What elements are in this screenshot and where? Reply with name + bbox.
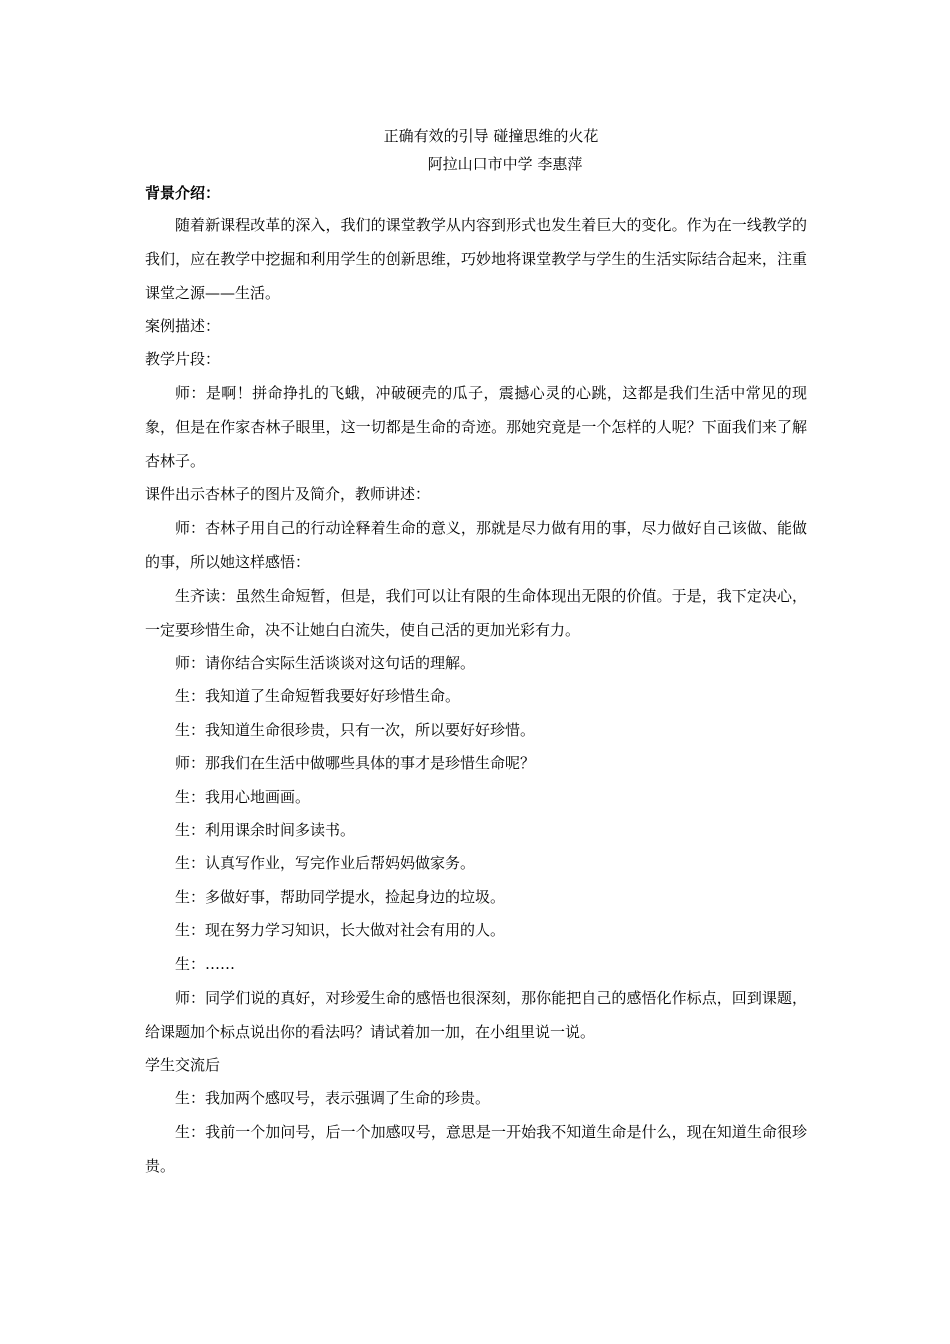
dialog-paragraph-6: 生：我前一个加问号，后一个加感叹号，意思是一开始我不知道生命是什么，现在知道生命很珍贵。 xyxy=(145,1123,807,1176)
background-paragraph: 随着新课程改革的深入，我们的课堂教学从内容到形式也发生着巨大的变化。作为在一线教学的我们，应在教学中挖掘和利用学生的创新思维，巧妙地将课堂教学与学生的生活实际结合起来，注重课堂之源——生活。 xyxy=(145,216,807,302)
document-body xyxy=(145,122,807,1183)
dialog-paragraph-2: 师：杏林子用自己的行动诠释着生命的意义，那就是尽力做有用的事，尽力做好自己该做、能做的事，所以她这样感悟： xyxy=(145,519,807,571)
dialog-line: 生：利用课余时间多读书。 xyxy=(175,821,356,840)
exchange-note: 学生交流后 xyxy=(145,1056,221,1075)
dialog-line: 生：多做好事，帮助同学提水，捡起身边的垃圾。 xyxy=(175,887,506,906)
dialog-paragraph-5: 生：我加两个感叹号，表示强调了生命的珍贵。 xyxy=(175,1089,491,1108)
dialog-line: 师：那我们在生活中做哪些具体的事才是珍惜生命呢？ xyxy=(175,754,536,773)
dialog-line: 师：请你结合实际生活谈谈对这句话的理解。 xyxy=(175,654,476,672)
dialog-line: 生：现在努力学习知识，长大做对社会有用的人。 xyxy=(175,921,506,940)
dialog-line: 生：认真写作业，写完作业后帮妈妈做家务。 xyxy=(175,854,476,873)
document-author: 阿拉山口市中学 李惠萍 xyxy=(427,155,583,173)
dialog-paragraph-4: 师：同学们说的真好，对珍爱生命的感悟也很深刻，那你能把自己的感悟化作标点，回到课题，给课题加个标点说出你的看法吗？请试着加一加，在小组里说一说。 xyxy=(145,989,807,1042)
case-heading: 案例描述： xyxy=(145,317,221,335)
courseware-note: 课件出示杏林子的图片及简介，教师讲述： xyxy=(145,485,431,503)
dialog-paragraph-1: 师：是啊！拼命挣扎的飞蛾，冲破硬壳的瓜子，震撼心灵的心跳，这都是我们生活中常见的现象，但是在作家杏林子眼里，这一切都是生命的奇迹。那她究竟是一个怎样的人呢？下面我们来了解杏林子。 xyxy=(145,384,807,470)
fragment-heading: 教学片段： xyxy=(145,350,221,368)
dialog-line: 生：我知道生命很珍贵，只有一次，所以要好好珍惜。 xyxy=(175,720,536,739)
dialog-paragraph-3: 生齐读：虽然生命短暂，但是，我们可以让有限的生命体现出无限的价值。于是，我下定决心，一定要珍惜生命，决不让她白白流失，使自己活的更加光彩有力。 xyxy=(145,587,807,639)
dialog-line: 生：…… xyxy=(175,954,236,973)
document-title: 正确有效的引导 碰撞思维的火花 xyxy=(383,127,599,145)
dialog-line: 生：我知道了生命短暂我要好好珍惜生命。 xyxy=(175,687,461,706)
dialog-line: 生：我用心地画画。 xyxy=(175,787,311,806)
background-heading: 背景介绍： xyxy=(145,184,221,202)
